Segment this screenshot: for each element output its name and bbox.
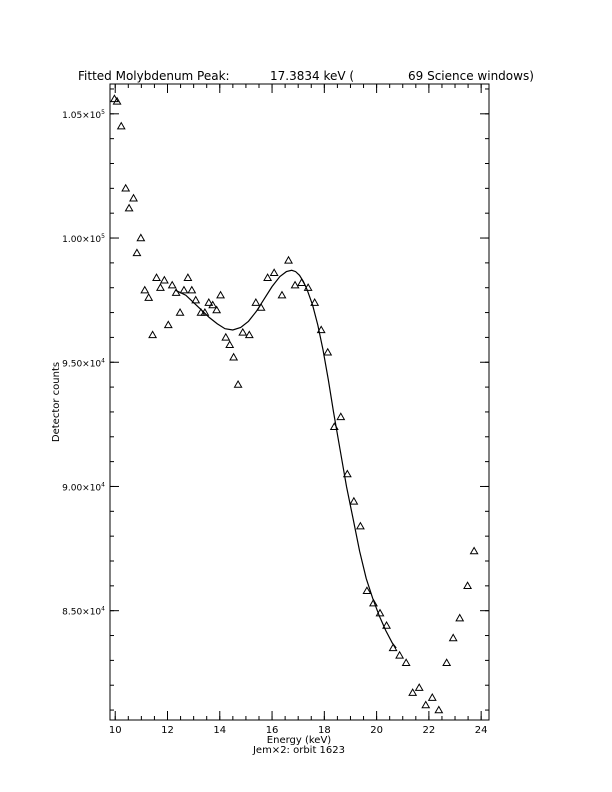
axis-ticks [110, 84, 489, 720]
data-point [443, 659, 450, 665]
data-point [217, 292, 224, 298]
x-tick-label: 22 [422, 725, 436, 736]
data-point [222, 334, 229, 340]
data-point [122, 185, 129, 191]
data-point [133, 249, 140, 255]
y-tick-label: $9.50\times 10^4$ [62, 357, 105, 370]
x-tick-label: 12 [161, 725, 174, 736]
data-point [153, 274, 160, 280]
data-point [176, 309, 183, 315]
y-tick-label: $9.00\times 10^4$ [62, 481, 105, 494]
y-tick-label: $1.05\times 10^5$ [62, 108, 105, 121]
data-point [285, 257, 292, 263]
data-point [234, 381, 241, 387]
data-point [409, 689, 416, 695]
data-point [226, 341, 233, 347]
data-point [464, 582, 471, 588]
data-point [271, 269, 278, 275]
y-axis-label: Detector counts [51, 361, 62, 443]
data-point [403, 659, 410, 665]
chart-title [78, 69, 534, 83]
data-point [291, 282, 298, 288]
x-tick-label: 18 [317, 725, 331, 736]
data-point [165, 321, 172, 327]
data-point [169, 282, 176, 288]
data-point [435, 706, 442, 712]
x-axis-label: Energy (keV) [266, 735, 332, 746]
data-point [456, 615, 463, 621]
x-tick-label: 20 [370, 725, 383, 736]
data-point [471, 547, 478, 553]
data-point [184, 274, 191, 280]
data-point [113, 98, 120, 104]
data-point [350, 498, 357, 504]
title-part-2: 17.3834 keV ( [270, 69, 355, 83]
data-point [149, 331, 156, 337]
data-point [188, 287, 195, 293]
data-point [246, 331, 253, 337]
data-point [252, 299, 259, 305]
x-tick-label: 16 [265, 725, 279, 736]
data-point [141, 287, 148, 293]
data-point [396, 652, 403, 658]
x-tick-label: 24 [474, 725, 488, 736]
y-tick-labels [62, 109, 105, 618]
data-point [230, 354, 237, 360]
data-point [130, 195, 137, 201]
data-point [429, 694, 436, 700]
plot-frame [110, 84, 489, 720]
x-tick-label: 10 [108, 725, 122, 736]
data-point [357, 523, 364, 529]
data-point [324, 349, 331, 355]
data-point [161, 277, 168, 283]
data-point [180, 287, 187, 293]
data-point [416, 684, 423, 690]
data-point [157, 284, 164, 290]
data-point [264, 274, 271, 280]
data-point [137, 234, 144, 240]
data-marks [111, 95, 478, 712]
data-point [422, 701, 429, 707]
data-point [450, 634, 457, 640]
title-part-3: 69 Science windows) [408, 69, 534, 83]
data-point [125, 205, 132, 211]
data-point [145, 294, 152, 300]
y-tick-label: $8.50\times 10^4$ [62, 605, 105, 618]
footer-label: Jem×2: orbit 1623 [252, 745, 346, 756]
fit-curve [175, 270, 396, 648]
data-point [337, 413, 344, 419]
data-point [118, 123, 125, 129]
y-tick-label: $1.00\times 10^5$ [62, 233, 105, 246]
data-point [239, 329, 246, 335]
data-point [278, 292, 285, 298]
title-part-1: Fitted Molybdenum Peak: [78, 69, 230, 83]
x-tick-label: 14 [213, 725, 227, 736]
